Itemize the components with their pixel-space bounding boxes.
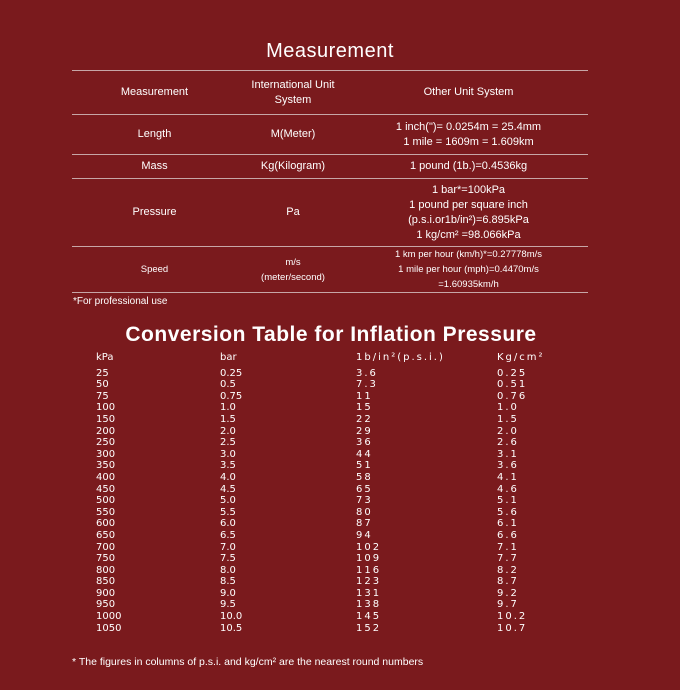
length-other-1: 1 inch(")= 0.0254m = 25.4mm [395,120,542,133]
pressure-other-1: 1 bar*=100kPa [431,183,506,196]
pressure-other-3: (p.s.i.or1b/in²)=6.895kPa [408,213,529,226]
kgcm-cell: 6.1 [497,518,519,530]
bar-cell: 1.5 [220,413,236,425]
column-kgcm-header: Kg/cm² [497,352,545,363]
kgcm-cell: 8.2 [497,564,519,576]
kgcm-cell: 8.7 [497,576,519,588]
kpa-cell: 200 [96,425,116,437]
psi-cell: 152 [356,622,382,634]
kgcm-cell: 3.1 [497,448,519,460]
kgcm-cell: 2.6 [497,437,519,449]
bar-cell: 0.75 [220,390,243,402]
psi-cell: 15 [356,402,373,414]
psi-cell: 116 [356,564,382,576]
bar-cell: 2.0 [220,425,236,437]
psi-cell: 145 [356,611,382,623]
kpa-cell: 50 [96,379,109,391]
kgcm-cell: 0.51 [497,379,528,391]
pressure-name: Pressure [72,179,237,247]
kpa-cell: 450 [96,483,116,495]
psi-cell: 7.3 [356,379,378,391]
bar-cell: 8.0 [220,564,236,576]
kpa-cell: 950 [96,599,116,611]
psi-cell: 58 [356,471,373,483]
kpa-cell: 350 [96,460,116,472]
speed-name: Speed [72,247,237,293]
measurement-footnote: *For professional use [73,296,168,307]
bar-cell: 8.5 [220,576,236,588]
bar-cell: 3.5 [220,460,236,472]
psi-cell: 138 [356,599,382,611]
speed-other-3: =1.60935km/h [438,279,499,290]
kgcm-cell: 4.6 [497,483,519,495]
psi-cell: 102 [356,541,382,553]
psi-cell: 51 [356,460,373,472]
bar-cell: 2.5 [220,437,236,449]
header-si-line1: International Unit [251,78,335,91]
bar-cell: 4.0 [220,471,236,483]
psi-cell: 94 [356,529,373,541]
speed-si-1: m/s [285,256,301,268]
kgcm-cell: 1.5 [497,413,519,425]
length-si: M(Meter) [237,115,349,155]
column-kgcm [497,352,545,634]
kpa-cell: 650 [96,529,116,541]
kpa-cell: 800 [96,564,116,576]
psi-cell: 65 [356,483,373,495]
kpa-cell: 150 [96,413,116,425]
kpa-cell: 500 [96,495,116,507]
measurement-header-row [72,71,588,115]
column-psi-header: 1b/in²(p.s.i.) [356,352,445,363]
psi-cell: 109 [356,553,382,565]
psi-cell: 29 [356,425,373,437]
header-si-line2: System [274,93,312,106]
length-other [349,115,588,155]
psi-cell: 44 [356,448,373,460]
psi-cell: 131 [356,587,382,599]
kgcm-cell: 6.6 [497,529,519,541]
psi-cell: 11 [356,390,373,402]
speed-other [349,247,588,293]
bar-cell: 9.0 [220,587,236,599]
bar-cell: 9.5 [220,599,236,611]
kpa-cell: 850 [96,576,116,588]
kgcm-cell: 9.2 [497,587,519,599]
kpa-cell: 100 [96,402,116,414]
row-speed [72,247,588,293]
kpa-cell: 75 [96,390,109,402]
conversion-title: Conversion Table for Inflation Pressure [125,323,537,346]
pressure-other [349,179,588,247]
column-kpa [96,352,121,634]
pressure-other-4: 1 kg/cm² =98.066kPa [416,228,521,241]
mass-si: Kg(Kilogram) [237,155,349,179]
row-pressure [72,179,588,247]
bar-cell: 6.5 [220,529,236,541]
psi-cell: 73 [356,495,373,507]
psi-cell: 80 [356,506,373,518]
kgcm-cell: 9.7 [497,599,519,611]
kgcm-cell: 2.0 [497,425,519,437]
kgcm-cell: 1.0 [497,402,519,414]
kpa-cell: 750 [96,553,116,565]
kgcm-cell: 7.7 [497,553,519,565]
row-length [72,115,588,155]
psi-cell: 3.6 [356,367,378,379]
speed-si-2: (meter/second) [261,271,325,283]
kpa-cell: 1050 [96,622,122,634]
column-bar-header: bar [220,352,237,363]
header-other: Other Unit System [349,71,588,115]
bar-cell: 3.0 [220,448,236,460]
column-bar [220,352,242,634]
mass-other: 1 pound (1b.)=0.4536kg [349,155,588,179]
kgcm-cell: 10.2 [497,611,528,623]
speed-si [237,247,349,293]
bar-cell: 5.0 [220,495,236,507]
kgcm-cell: 0.25 [497,367,528,379]
kgcm-cell: 4.1 [497,471,519,483]
measurement-table [72,70,588,293]
conversion-footnote: * The figures in columns of p.s.i. and kg/cm² are the nearest round numbers [72,656,424,668]
psi-cell: 87 [356,518,373,530]
bar-cell: 1.0 [220,402,236,414]
measurement-title: Measurement [266,40,394,62]
speed-other-2: 1 mile per hour (mph)=0.4470m/s [398,264,539,275]
kgcm-cell: 5.1 [497,495,519,507]
psi-cell: 123 [356,576,382,588]
bar-cell: 0.25 [220,367,243,379]
bar-cell: 6.0 [220,518,236,530]
column-psi [356,352,445,634]
kgcm-cell: 7.1 [497,541,519,553]
kpa-cell: 1000 [96,611,122,623]
kgcm-cell: 10.7 [497,622,528,634]
kgcm-cell: 5.6 [497,506,519,518]
bar-cell: 10.5 [220,622,243,634]
kpa-cell: 900 [96,587,116,599]
bar-cell: 10.0 [220,611,243,623]
header-si [237,71,349,115]
length-name: Length [72,115,237,155]
bar-cell: 0.5 [220,379,236,391]
pressure-si: Pa [237,179,349,247]
length-other-2: 1 mile = 1609m = 1.609km [403,135,534,148]
bar-cell: 4.5 [220,483,236,495]
row-mass [72,155,588,179]
psi-cell: 36 [356,437,373,449]
kpa-cell: 300 [96,448,116,460]
kpa-cell: 700 [96,541,116,553]
kpa-cell: 25 [96,367,109,379]
kgcm-cell: 3.6 [497,460,519,472]
kgcm-cell: 0.76 [497,390,528,402]
kpa-cell: 550 [96,506,116,518]
header-measurement: Measurement [72,71,237,115]
pressure-other-2: 1 pound per square inch [409,198,528,211]
speed-other-1: 1 km per hour (km/h)*=0.27778m/s [394,249,543,260]
bar-cell: 7.5 [220,553,236,565]
mass-name: Mass [72,155,237,179]
bar-cell: 5.5 [220,506,236,518]
psi-cell: 22 [356,413,373,425]
column-kpa-header: kPa [96,352,114,363]
kpa-cell: 600 [96,518,116,530]
kpa-cell: 400 [96,471,116,483]
bar-cell: 7.0 [220,541,236,553]
kpa-cell: 250 [96,437,116,449]
